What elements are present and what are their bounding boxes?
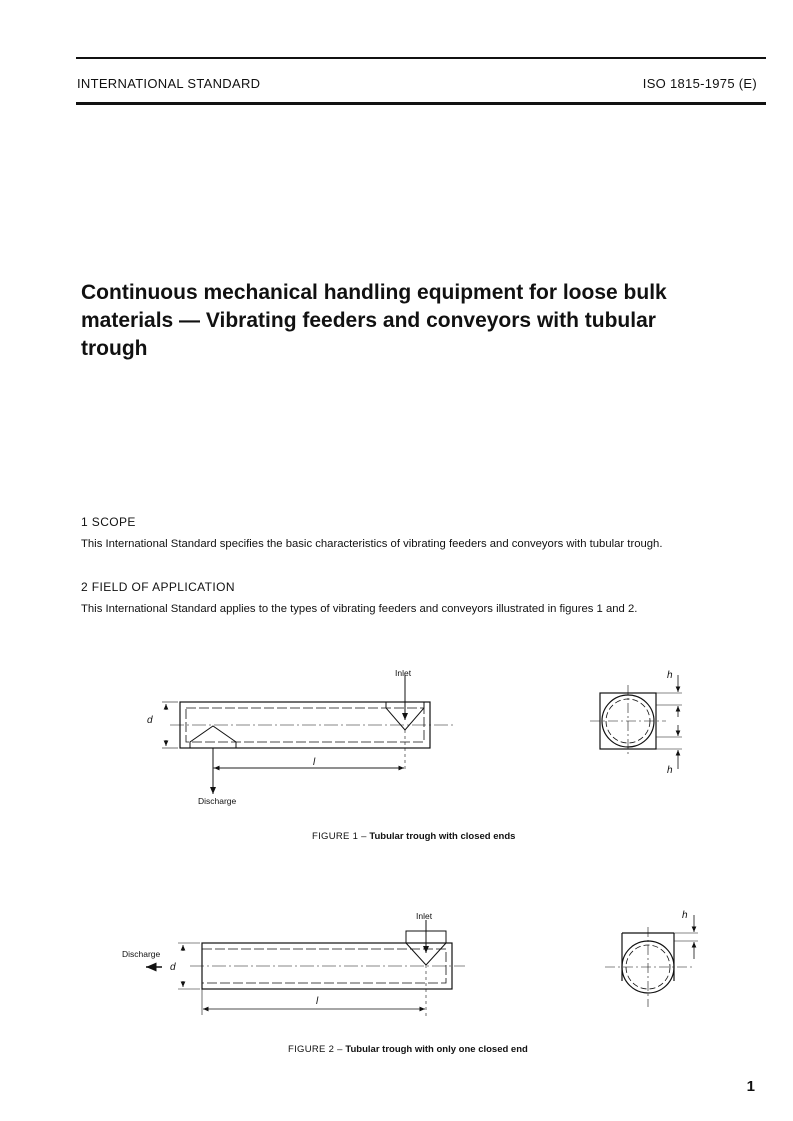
discharge-label: Discharge (122, 949, 161, 959)
page-number: 1 (746, 1078, 755, 1095)
discharge-label: Discharge (198, 796, 237, 806)
dim-l-label: l (313, 757, 316, 768)
inlet-label: Inlet (416, 911, 433, 921)
header-top-rule (76, 57, 766, 59)
caption-text: Tubular trough with closed ends (369, 831, 516, 842)
dim-d-label: d (170, 962, 176, 973)
dim-h-label: h (682, 910, 688, 921)
figure2-side-view (120, 905, 480, 1025)
section-scope (81, 515, 662, 550)
inlet-label: Inlet (395, 668, 412, 678)
standard-number: ISO 1815-1975 (E) (642, 76, 757, 91)
discharge-funnel (190, 726, 236, 748)
figure2-caption (288, 1044, 528, 1055)
figure2-end-view (600, 905, 710, 1015)
dim-d-label: d (147, 715, 153, 726)
section-text: This International Standard specifies the basic characteristics of vibrating feeders and conveyors with tubular trough. (81, 538, 663, 550)
caption-label: FIGURE 1 – (312, 831, 367, 842)
section-heading: 2 FIELD OF APPLICATION (81, 580, 235, 594)
figure1-side-view (130, 660, 470, 810)
section-field-of-application (81, 580, 637, 615)
document-title: Continuous mechanical handling equipment for loose bulk materials — Vibrating feeders and conveyors with tubular trough (81, 281, 667, 360)
section-text: This International Standard applies to the types of vibrating feeders and conveyors illustrated in figures 1 and 2. (81, 603, 638, 615)
dim-h-bottom-label: h (667, 765, 673, 776)
section-heading: 1 SCOPE (81, 515, 136, 529)
caption-label: FIGURE 2 – (288, 1044, 343, 1055)
figure1-end-view (590, 665, 700, 785)
standard-type-label: INTERNATIONAL STANDARD (77, 76, 261, 91)
header-bottom-rule (76, 102, 766, 105)
dim-h-top-label: h (667, 670, 673, 681)
dim-l-label: l (316, 996, 319, 1007)
caption-text: Tubular trough with only one closed end (345, 1044, 528, 1055)
figure1-caption (312, 831, 515, 842)
